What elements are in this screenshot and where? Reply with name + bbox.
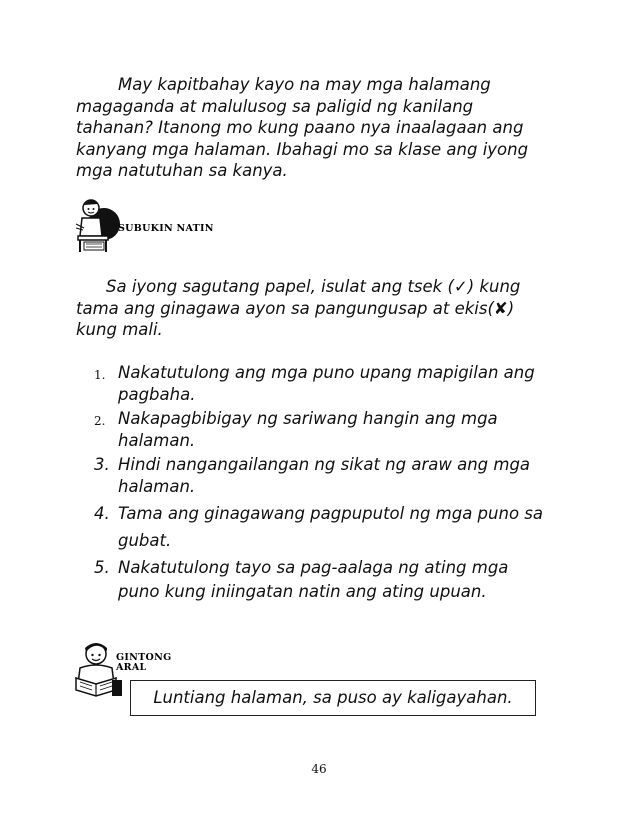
statement-list	[94, 362, 554, 606]
instruction-paragraph: Sa iyong sagutang papel, isulat ang tsek (✓) kung tama ang ginagawa ayon sa pangungusap at ekis(✘) kung mali.	[76, 277, 521, 339]
list-item: 5. Nakatutulong tayo sa pag-aalaga ng ating mga puno kung iniingatan natin ang ating upuan.	[94, 558, 509, 601]
page-number: 46	[311, 762, 327, 776]
list-item: 2. Nakapagbibigay ng sariwang hangin ang mga halaman.	[94, 409, 498, 450]
intro-paragraph: May kapitbahay kayo na may mga halamang magaganda at malulusog sa paligid ng kanilang tahanan? Itanong mo kung paano nya inaalagaan ang kanyang mga halaman. Ibahagi mo sa klase ang iyong mga natutuhan sa kanya.	[76, 75, 529, 180]
section-title-subukin: SUBUKIN NATIN	[118, 223, 214, 234]
list-item: 3. Hindi nangangailangan ng sikat ng araw ang mga halaman.	[94, 455, 531, 496]
list-item: 4. Tama ang ginagawang pagpuputol ng mga puno sa gubat.	[94, 504, 543, 550]
section-title-gintong-aral	[116, 653, 171, 673]
motto-box: Luntiang halaman, sa puso ay kaligayahan.	[130, 680, 536, 716]
list-item: 1. Nakatutulong ang mga puno upang mapigilan ang pagbaha.	[94, 363, 535, 404]
title-line-2: ARAL	[116, 662, 147, 673]
title-line-1: GINTONG	[116, 652, 172, 663]
subukin-natin-header	[74, 194, 224, 258]
